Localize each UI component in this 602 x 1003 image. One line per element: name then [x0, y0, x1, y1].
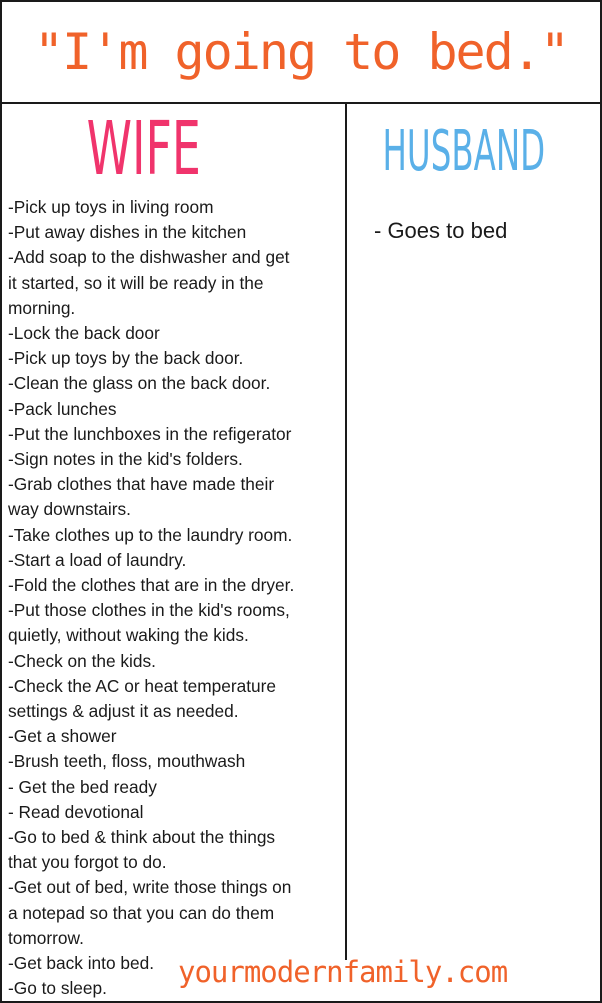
wife-task-line: settings & adjust it as needed.: [8, 701, 239, 722]
wife-task-line: -Get back into bed.: [8, 953, 155, 974]
wife-task-line: -Go to sleep.: [8, 978, 107, 999]
wife-task-line: morning.: [8, 297, 76, 318]
wife-task-line: -Add soap to the dishwasher and get: [8, 247, 290, 268]
wife-task-line: -Lock the back door: [8, 323, 160, 344]
wife-task-line: -Brush teeth, floss, mouthwash: [8, 751, 246, 772]
wife-task-line: -Sign notes in the kid's folders.: [8, 449, 243, 470]
wife-task-line: -Take clothes up to the laundry room.: [8, 524, 293, 545]
poster-title: "I'm going to bed.": [34, 23, 568, 81]
header: [2, 2, 600, 102]
wife-task-line: quietly, without waking the kids.: [8, 625, 249, 646]
wife-task-line: -Pick up toys in living room: [8, 197, 214, 217]
wife-task-line: -Go to bed & think about the things: [8, 827, 276, 848]
wife-task-line: -Clean the glass on the back door.: [8, 373, 271, 394]
wife-task-line: -Pick up toys by the back door.: [8, 348, 244, 369]
header-divider: [0, 102, 602, 104]
wife-task-line: -Put the lunchboxes in the refigerator: [8, 423, 292, 444]
wife-task-line: -Get a shower: [8, 726, 117, 747]
wife-heading: WIFE: [86, 106, 201, 192]
husband-heading: HUSBAND: [382, 119, 546, 184]
wife-task-line: it started, so it will be ready in the: [8, 272, 264, 293]
wife-task-line: that you forgot to do.: [8, 852, 167, 873]
site-watermark: yourmodernfamily.com: [178, 955, 508, 989]
wife-task-line: - Get the bed ready: [8, 776, 157, 797]
wife-task-line: -Check on the kids.: [8, 650, 156, 671]
wife-task-line: a notepad so that you can do them: [8, 902, 275, 923]
wife-task-line: - Read devotional: [8, 801, 144, 822]
wife-task-line: -Start a load of laundry.: [8, 549, 187, 570]
husband-task: - Goes to bed: [374, 218, 508, 243]
wife-task-list: [8, 195, 343, 1002]
wife-task-line: -Put away dishes in the kitchen: [8, 222, 247, 243]
wife-task-line: -Get out of bed, write those things on: [8, 877, 292, 898]
wife-task-line: way downstairs.: [8, 499, 131, 520]
wife-task-line: tomorrow.: [8, 927, 84, 948]
wife-task-line: -Check the AC or heat temperature: [8, 675, 276, 696]
wife-task-line: -Grab clothes that have made their: [8, 474, 275, 495]
column-divider: [345, 104, 347, 960]
wife-task-line: -Put those clothes in the kid's rooms,: [8, 600, 290, 621]
wife-task-line: -Pack lunches: [8, 398, 117, 419]
wife-task-line: -Fold the clothes that are in the dryer.: [8, 575, 295, 596]
